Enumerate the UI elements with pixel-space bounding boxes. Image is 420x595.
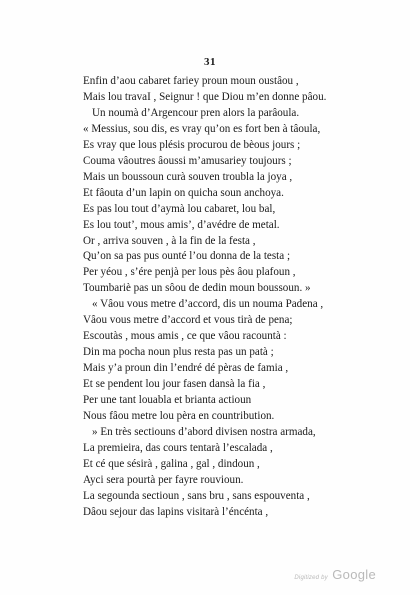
verse-line: Mais lou travaI , Seignur ! que Diou m’en donne pâou. <box>83 90 327 103</box>
verse-line: La segounda sectioun , sans bru , sans espouventa , <box>83 489 310 502</box>
verse-line: Mais y’a proun din l’endré dé pèras de famia , <box>83 362 289 375</box>
page-number: 31 <box>204 56 216 68</box>
verse-line: Escoutàs , mous amis , ce que vâou racountà : <box>83 330 287 343</box>
verse-line: Nous fâou metre lou pèra en countribution. <box>83 410 275 423</box>
watermark-brand: Google <box>332 567 376 582</box>
verse-line: Couma vâoutres âoussi m’amusariey toujours ; <box>83 154 292 167</box>
verse-line: Es lou tout’, mous amis’, d’avédre de metal. <box>83 218 280 231</box>
verse-line: » En très sectiouns d’abord divisen nostra armada, <box>92 425 316 438</box>
verse-line: Ayci sera pourtà per fayre rouvioun. <box>83 473 244 486</box>
verse-line: Or , arriva souven , à la fin de la festa , <box>83 234 256 247</box>
digitized-by-google-watermark <box>294 566 376 584</box>
verse-line: Es vray que lous plésis procurou de bèous jours ; <box>83 138 301 151</box>
verse-line: Per yéou , s’ére penjà per lous pès âou plafoun , <box>83 266 296 279</box>
verse-line: Et cé que sésirà , galina , gal , dindoun , <box>83 457 260 470</box>
verse-line: Per une tant louabla et brianta actioun <box>83 394 252 407</box>
verse-line: « Messius, sou dis, es vray qu’on es fort ben à tâoula, <box>83 122 321 135</box>
verse-line: Mais un boussoun curà souven troubla la joya , <box>83 170 293 183</box>
verse-line: Es pas lou tout d’aymà lou cabaret, lou bal, <box>83 202 276 215</box>
verse-line: Dâou sejour das lapins visitarà l’éncénta , <box>83 505 269 518</box>
verse-line: Et se pendent lou jour fasen dansà la fia , <box>83 378 266 391</box>
poem-text <box>83 74 383 521</box>
watermark-prefix: Digitized by <box>294 575 328 581</box>
verse-line: La premieira, das cours tentarà l’escalada , <box>83 441 273 454</box>
verse-line: Din ma pocha noun plus resta pas un patà ; <box>83 346 274 359</box>
verse-line: Vâou vous metre d’accord et vous tirà de pena; <box>83 314 293 327</box>
verse-line: Un noumà d’Argencour pren alors la parâoula. <box>92 106 300 119</box>
verse-line: Qu’on sa pas pus ounté l’ou donna de la testa ; <box>83 250 291 263</box>
verse-line: Toumbariè pas un sôou de dedin moun boussoun. » <box>83 282 311 295</box>
verse-line: « Vâou vous metre d’accord, dis un nouma Padena , <box>92 298 324 311</box>
verse-line: Et fâouta d’un lapin on quicha soun anchoya. <box>83 186 284 199</box>
verse-line: Enfin d’aou cabaret fariey proun moun oustâou , <box>83 75 299 87</box>
